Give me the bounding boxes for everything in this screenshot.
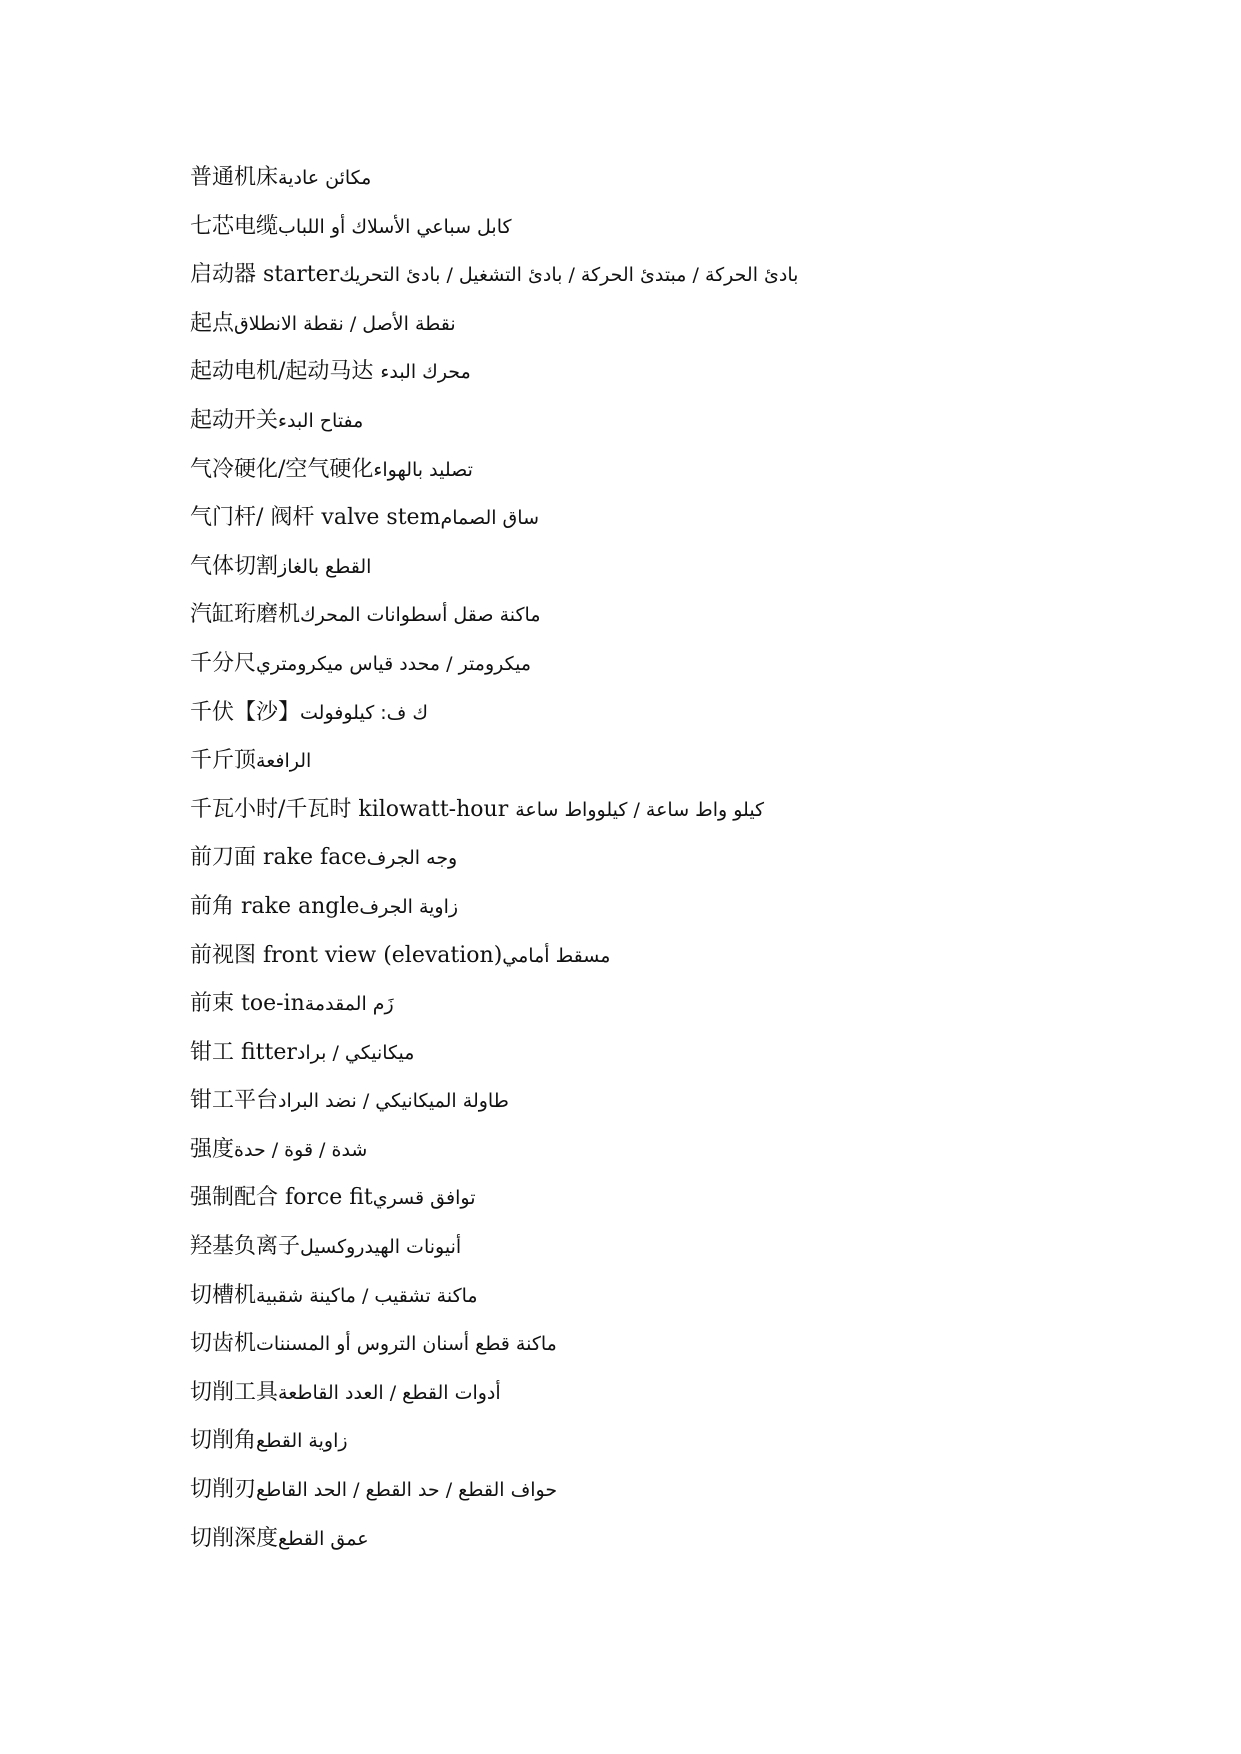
chinese-term: 羟基负离子 <box>190 1234 301 1260</box>
chinese-term: 前束 toe-in <box>190 991 305 1017</box>
arabic-translation: محرك البدء <box>380 361 471 384</box>
glossary-entry <box>190 1272 1140 1321</box>
chinese-term: 千瓦小时/千瓦时 kilowatt-hour <box>190 796 516 822</box>
glossary-entry <box>190 1320 1140 1369</box>
chinese-term: 切削角 <box>190 1428 257 1454</box>
chinese-term: 切齿机 <box>190 1331 257 1357</box>
chinese-term: 强度 <box>190 1136 235 1162</box>
chinese-term: 切削刃 <box>190 1477 257 1503</box>
arabic-translation: توافق قسري <box>372 1187 476 1210</box>
chinese-term: 七芯电缆 <box>190 213 279 239</box>
arabic-translation: تصليد بالهواء <box>373 458 473 481</box>
arabic-translation: أنيونات الهيدروكسيل <box>300 1236 462 1259</box>
chinese-term: 强制配合 force fit <box>190 1185 373 1211</box>
chinese-term: 气冷硬化/空气硬化 <box>190 456 374 482</box>
arabic-translation: كيلو واط ساعة / كيلوواط ساعة <box>515 798 765 821</box>
glossary-entry <box>190 980 1140 1029</box>
glossary-entry <box>190 397 1140 446</box>
glossary-entry <box>190 1515 1140 1564</box>
arabic-translation: ماكنة قطع أسنان التروس أو المسننات <box>256 1333 557 1356</box>
chinese-term: 切槽机 <box>190 1282 257 1308</box>
glossary-entry <box>190 591 1140 640</box>
chinese-term: 气门杆/ 阀杆 valve stem <box>190 505 441 531</box>
glossary-entry <box>190 1417 1140 1466</box>
glossary-entry <box>190 251 1140 300</box>
chinese-term: 切削工具 <box>190 1379 279 1405</box>
arabic-translation: نقطة الأصل / نقطة الانطلاق <box>234 312 456 335</box>
arabic-translation: وجه الجرف <box>366 847 458 870</box>
arabic-translation: حواف القطع / حد القطع / الحد القاطع <box>256 1479 558 1502</box>
glossary-entry <box>190 1077 1140 1126</box>
glossary-entry <box>190 543 1140 592</box>
chinese-term: 千分尺 <box>190 650 257 676</box>
chinese-term: 前角 rake angle <box>190 893 360 919</box>
glossary-list <box>190 154 1140 1563</box>
arabic-translation: بادئ الحركة / مبتدئ الحركة / بادئ التشغيل / بادئ التحريك <box>339 264 799 287</box>
arabic-translation: زَم المقدمة <box>304 993 394 1016</box>
glossary-entry <box>190 154 1140 203</box>
chinese-term: 启动器 starter <box>190 262 340 288</box>
glossary-entry <box>190 1126 1140 1175</box>
arabic-translation: كابل سباعي الأسلاك أو اللباب <box>278 215 512 238</box>
glossary-entry <box>190 1369 1140 1418</box>
chinese-term: 汽缸珩磨机 <box>190 602 301 628</box>
chinese-term: 普通机床 <box>190 165 279 190</box>
chinese-term: 前视图 front view (elevation) <box>190 942 503 968</box>
glossary-entry <box>190 640 1140 689</box>
chinese-term: 前刀面 rake face <box>190 845 367 871</box>
arabic-translation: ماكنة تشقيب / ماكينة شقبية <box>256 1284 478 1307</box>
glossary-entry <box>190 932 1140 981</box>
glossary-entry <box>190 834 1140 883</box>
glossary-entry <box>190 446 1140 495</box>
chinese-term: 千斤顶 <box>190 748 257 774</box>
chinese-term: 钳工平台 <box>190 1088 279 1114</box>
glossary-entry <box>190 737 1140 786</box>
chinese-term: 气体切割 <box>190 553 279 579</box>
arabic-translation: مفتاح البدء <box>278 409 364 432</box>
glossary-entry <box>190 300 1140 349</box>
arabic-translation: ماكنة صقل أسطوانات المحرك <box>300 604 541 627</box>
arabic-translation: طاولة الميكانيكي / نضد البراد <box>278 1090 509 1113</box>
arabic-translation: مسقط أمامي <box>502 944 611 967</box>
glossary-entry <box>190 348 1140 397</box>
glossary-entry <box>190 883 1140 932</box>
glossary-entry <box>190 786 1140 835</box>
arabic-translation: ميكانيكي / براد <box>296 1041 415 1064</box>
arabic-translation: مكائن عادية <box>278 167 372 189</box>
arabic-translation: ميكرومتر / محدد قياس ميكرومتري <box>256 652 532 675</box>
arabic-translation: الرافعة <box>256 750 312 773</box>
arabic-translation: عمق القطع <box>278 1527 369 1550</box>
chinese-term: 钳工 fitter <box>190 1039 297 1065</box>
arabic-translation: شدة / قوة / حدة <box>234 1138 368 1161</box>
glossary-entry <box>190 1466 1140 1515</box>
arabic-translation: أدوات القطع / العدد القاطعة <box>278 1381 501 1404</box>
glossary-entry <box>190 689 1140 738</box>
glossary-entry <box>190 1223 1140 1272</box>
arabic-translation: ك ف: كيلوفولت <box>300 701 429 724</box>
glossary-entry <box>190 203 1140 252</box>
chinese-term: 起动电机/起动马达 <box>190 359 381 385</box>
chinese-term: 起动开关 <box>190 407 279 433</box>
chinese-term: 切削深度 <box>190 1525 279 1551</box>
chinese-term: 千伏【沙】 <box>190 699 301 725</box>
arabic-translation: زاوية القطع <box>256 1430 348 1453</box>
glossary-entry <box>190 1174 1140 1223</box>
glossary-entry <box>190 494 1140 543</box>
arabic-translation: ساق الصمام <box>440 507 540 530</box>
arabic-translation: القطع بالغاز <box>278 555 372 578</box>
glossary-entry <box>190 1029 1140 1078</box>
chinese-term: 起点 <box>190 310 235 336</box>
arabic-translation: زاوية الجرف <box>359 895 459 918</box>
